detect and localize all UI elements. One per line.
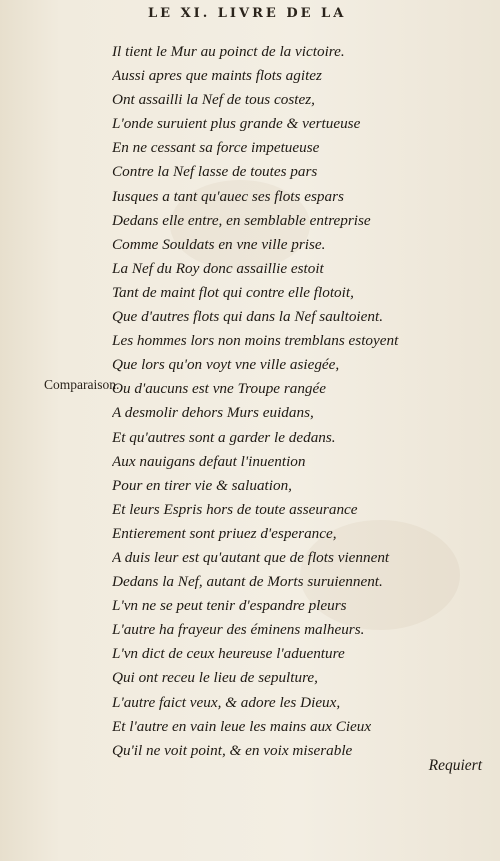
verse-line: Dedans elle entre, en semblable entreprise	[112, 211, 371, 229]
verse-text	[112, 40, 487, 763]
verse-line: L'vn dict de ceux heureuse l'aduenture	[112, 645, 345, 663]
verse-line: La Nef du Roy donc assaillie estoit	[112, 259, 324, 277]
verse-line: Comme Souldats en vne ville prise.	[112, 235, 326, 253]
verse-line: L'onde suruient plus grande & vertueuse	[112, 115, 361, 133]
verse-line: Ont assailli la Nef de tous costez,	[112, 91, 315, 109]
verse-line: Contre la Nef lasse de toutes pars	[112, 163, 318, 181]
verse-line: Que lors qu'on voyt vne ville asiegée,	[112, 356, 340, 374]
verse-line: Ou d'aucuns est vne Troupe rangée	[112, 380, 327, 398]
verse-line: Et l'autre en vain leue les mains aux Cieux	[112, 717, 372, 735]
verse-line: En ne cessant sa force impetueuse	[112, 139, 320, 157]
verse-line: L'autre ha frayeur des éminens malheurs.	[112, 621, 365, 639]
verse-line: Aussi apres que maints flots agitez	[112, 67, 322, 85]
verse-line: Dedans la Nef, autant de Morts suruiennent.	[112, 573, 383, 591]
running-header: LE XI. LIVRE DE LA	[148, 6, 347, 21]
verse-line: Pour en tirer vie & saluation,	[112, 476, 292, 494]
verse-line: Entierement sont priuez d'esperance,	[112, 524, 337, 542]
verse-line: L'vn ne se peut tenir d'espandre pleurs	[112, 597, 347, 615]
verse-line: Les hommes lors non moins tremblans estoyent	[112, 332, 399, 350]
verse-line: Tant de maint flot qui contre elle flotoit,	[112, 283, 354, 301]
marginal-note: Comparaison.	[44, 377, 120, 392]
verse-line: Et leurs Espris hors de toute asseurance	[112, 500, 358, 518]
verse-line: Et qu'autres sont a garder le dedans.	[112, 428, 336, 446]
catchword: Requiert	[428, 757, 482, 774]
verse-line: Qu'il ne voit point, & en voix miserable	[112, 741, 353, 759]
verse-line: Que d'autres flots qui dans la Nef saultoient.	[112, 308, 383, 326]
verse-line: Iusques a tant qu'auec ses flots espars	[112, 187, 344, 205]
verse-line: L'autre faict veux, & adore les Dieux,	[112, 693, 341, 711]
verse-line: Qui ont receu le lieu de sepulture,	[112, 669, 318, 687]
verse-line: A desmolir dehors Murs euidans,	[112, 404, 314, 422]
verse-line: Il tient le Mur au poinct de la victoire.	[112, 43, 345, 60]
verse-line: A duis leur est qu'autant que de flots viennent	[112, 548, 390, 566]
verse-line: Aux nauigans defaut l'inuention	[112, 452, 306, 470]
